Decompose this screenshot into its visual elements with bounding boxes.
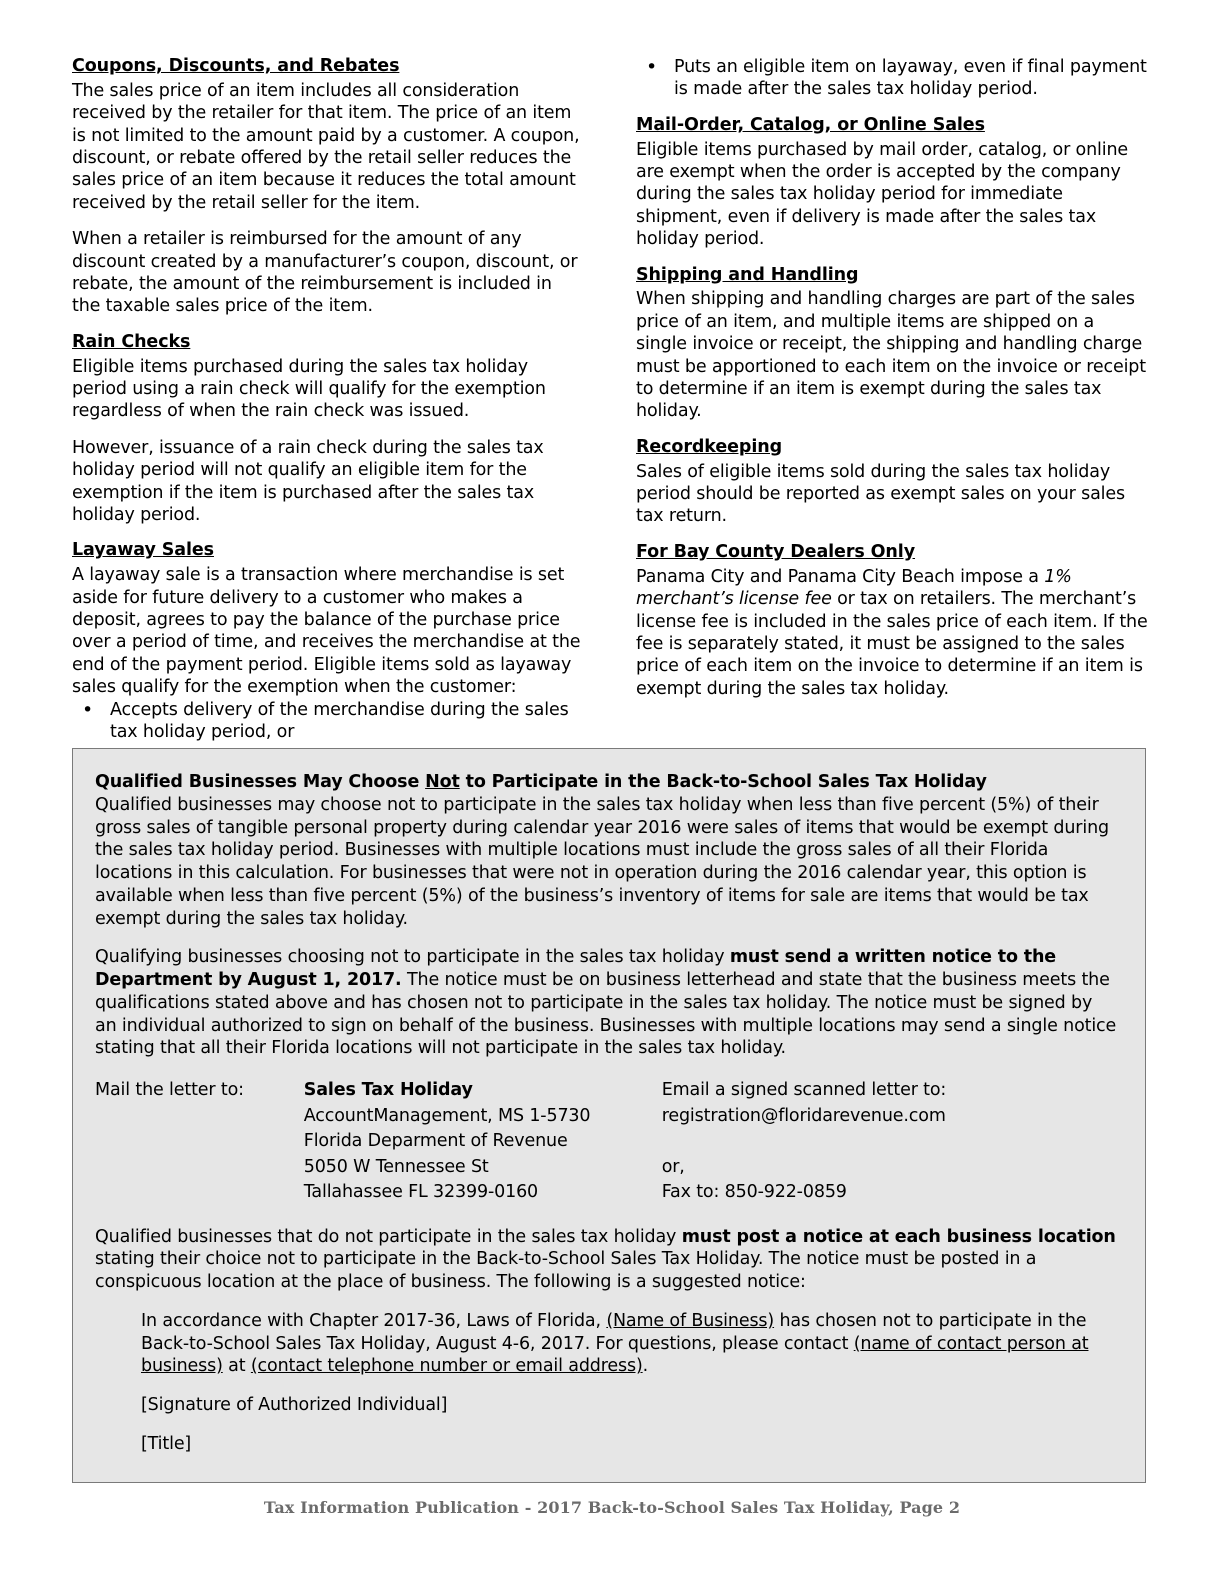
- left-column: [72, 56, 584, 757]
- address-line: Florida Deparment of Revenue: [303, 1131, 568, 1152]
- email-address: registration@floridarevenue.com: [661, 1105, 946, 1126]
- layaway-bullet-list-continued: [636, 56, 1148, 101]
- sample-contact-info-blank: (contact telephone number or email address): [250, 1356, 643, 1377]
- sample-d: .: [642, 1356, 649, 1377]
- sample-c: at: [222, 1356, 251, 1377]
- notice-paragraph-3: [95, 1226, 1119, 1294]
- mail-label: Mail the letter to:: [95, 1080, 244, 1100]
- bay-county-line2: or tax on retailers. The merchant’s license fee is included in the sales price of each item. If the fee is separately stated, it must be assigned to the sales price of each item on the invoice to determine if an item is exempt during the sales tax holiday.: [636, 589, 1148, 699]
- notice-p2-bold: must send a written notice to the Department by August 1, 2017.: [95, 947, 1057, 990]
- or-label: or,: [661, 1156, 685, 1177]
- paragraph: [636, 566, 1148, 700]
- section-layaway-sales: [72, 540, 584, 743]
- sample-business-name-blank: (Name of Business): [606, 1310, 775, 1331]
- two-column-body: [72, 56, 1152, 757]
- list-item: • Puts an eligible item on layaway, even if final payment is made after the sales tax holiday period.: [636, 56, 1148, 101]
- notice-heading-part2: to Participate in the Back-to-School Sales Tax Holiday: [459, 772, 987, 792]
- notice-p3-bold: must post a notice at each business location: [681, 1226, 1116, 1247]
- bay-county-italic-fee: 1% merchant’s license fee: [636, 566, 1072, 610]
- address-line: Sales Tax Holiday: [303, 1080, 473, 1100]
- suggested-notice-block: [141, 1310, 1119, 1456]
- page-footer: Tax Information Publication - 2017 Back-to-School Sales Tax Holiday, Page 2: [263, 1498, 961, 1517]
- sample-a: In accordance with Chapter 2017-36, Laws of Florida,: [141, 1310, 607, 1331]
- address-line: 5050 W Tennessee St: [303, 1156, 489, 1177]
- signature-placeholder: [Signature of Authorized Individual]: [141, 1395, 448, 1416]
- section-coupons-discounts-rebates: [72, 56, 584, 318]
- section-heading: Rain Checks: [72, 331, 191, 352]
- email-fax-column: [662, 1078, 1119, 1206]
- mailing-address-column: [304, 1078, 662, 1206]
- paragraph: The sales price of an item includes all consideration received by the retailer for that item. The price of an item is not limited to the amount paid by a customer. A coupon, discount, or rebate offered by the retail seller reduces the sales price of an item because it reduces the total amount received by the retail seller for the item.: [72, 80, 580, 213]
- mail-label-column: [95, 1078, 304, 1206]
- paragraph: However, issuance of a rain check during the sales tax holiday period will not qualify an eligible item for the exemption if the item is purchased after the sales tax holiday period.: [72, 437, 544, 525]
- notice-heading-not: Not: [425, 772, 460, 792]
- section-mail-order-catalog-online-sales: [636, 115, 1148, 251]
- notice-p3-a: Qualified businesses that do not participate in the sales tax holiday: [95, 1226, 682, 1247]
- section-bay-county-dealers: [636, 542, 1148, 700]
- section-heading: Layaway Sales: [72, 540, 214, 561]
- notice-p2-a: Qualifying businesses choosing not to participate in the sales tax holiday: [95, 947, 730, 968]
- section-heading: For Bay County Dealers Only: [636, 541, 916, 562]
- paragraph: When a retailer is reimbursed for the amount of any discount created by a manufacturer’s coupon, discount, or rebate, the amount of the reimbursement is included in the taxable sales price of the item.: [72, 229, 578, 317]
- section-heading: Shipping and Handling: [636, 264, 859, 285]
- fax-number: Fax to: 850-922-0859: [661, 1182, 847, 1203]
- title-placeholder: [Title]: [141, 1433, 192, 1454]
- notice-paragraph-1: Qualified businesses may choose not to participate in the sales tax holiday when less than five percent (5%) of their gross sales of tangible personal property during calendar year 2016 were sales of items that would be exempt during the sales tax holiday period. Businesses with multiple locations must include the gross sales of all their Florida locations in this calculation. For businesses that were not in operation during the 2016 calendar year, this option is available when less than five percent (5%) of the business’s inventory of items for sale are items that would be tax exempt during the sales tax holiday.: [95, 794, 1109, 929]
- right-column: [636, 56, 1148, 714]
- qualified-businesses-notice-box: [72, 748, 1146, 1483]
- layaway-bullet-list: [72, 699, 584, 744]
- section-shipping-and-handling: [636, 265, 1148, 423]
- paragraph: When shipping and handling charges are part of the sales price of an item, and multiple items are shipped on a single invoice or receipt, the shipping and handling charge must be apportioned to each item on the invoice or receipt to determine if an item is exempt during the sales tax holiday.: [636, 289, 1146, 422]
- address-line: AccountManagement, MS 1-5730: [303, 1105, 591, 1126]
- list-item: • Accepts delivery of the merchandise during the sales tax holiday period, or: [72, 699, 584, 744]
- mailing-and-email-block: [95, 1078, 1119, 1206]
- paragraph: Eligible items purchased by mail order, catalog, or online are exempt when the order is accepted by the company during the sales tax holiday period for immediate shipment, even if delivery is made after the sales tax holiday period.: [636, 139, 1129, 250]
- bay-county-line1: Panama City and Panama City Beach impose a: [636, 566, 1039, 587]
- sample-contact-person-blank: (name of contact person at business): [141, 1333, 1089, 1377]
- notice-paragraph-2: [95, 946, 1119, 1060]
- section-recordkeeping: [636, 437, 1148, 528]
- address-line: Tallahassee FL 32399-0160: [303, 1182, 539, 1203]
- notice-box-heading: [95, 771, 1119, 794]
- paragraph: A layaway sale is a transaction where merchandise is set aside for future delivery to a customer who makes a deposit, agrees to pay the balance of the purchase price over a period of time, and receives the merchandise at the end of the payment period. Eligible items sold as layaway sales qualify for the exemption when the customer:: [72, 565, 581, 698]
- suggested-notice-text: [141, 1310, 1119, 1378]
- paragraph: Sales of eligible items sold during the sales tax holiday period should be reported as exempt sales on your sales tax return.: [636, 461, 1125, 527]
- notice-p3-b: stating their choice not to participate in the Back-to-School Sales Tax Holiday. The notice must be posted in a conspicuous location at the place of business. The following is a suggested notice:: [95, 1249, 1037, 1293]
- spacer-line: [662, 1129, 1119, 1155]
- section-rain-checks: [72, 332, 584, 527]
- section-heading: Recordkeeping: [636, 436, 783, 457]
- email-label: Email a signed scanned letter to:: [661, 1080, 947, 1100]
- paragraph: Eligible items purchased during the sales tax holiday period using a rain check will qualify for the exemption regardless of when the rain check was issued.: [72, 356, 546, 422]
- notice-p2-b: The notice must be on business letterhead and state that the business meets the qualifications stated above and has chosen not to participate in the sales tax holiday. The notice must be signed by an individual authorized to sign on behalf of the business. Businesses with multiple locations may send a single notice stating that all their Florida locations will not participate in the sales tax holiday.: [95, 970, 1117, 1059]
- sample-b: has chosen not to participate in the Back-to-School Sales Tax Holiday, August 4-6, 2017. For questions, please contact: [141, 1310, 1087, 1354]
- section-heading: Coupons, Discounts, and Rebates: [72, 56, 400, 76]
- section-heading: Mail-Order, Catalog, or Online Sales: [636, 114, 985, 135]
- notice-heading-part1: Qualified Businesses May Choose: [95, 772, 426, 792]
